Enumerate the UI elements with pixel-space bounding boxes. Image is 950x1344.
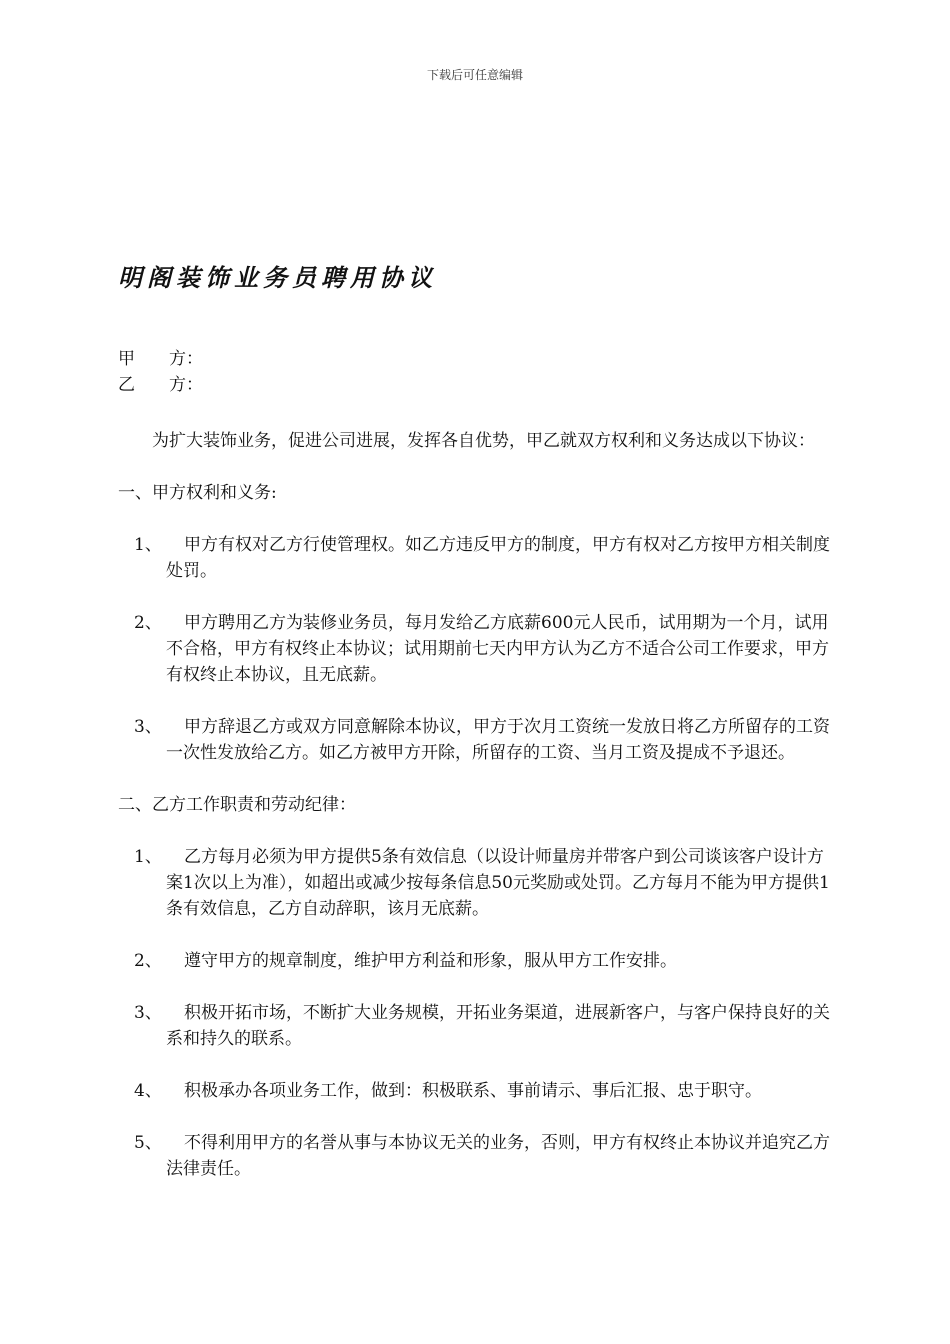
item-number: 2、 (134, 951, 162, 971)
header-note: 下载后可任意编辑 (426, 68, 523, 82)
item-number: 1、 (134, 847, 162, 867)
section-heading-2: 二、乙方工作职责和劳动纪律： (118, 795, 356, 815)
document-body (118, 346, 834, 1182)
item-number: 3、 (134, 717, 162, 737)
section-2-item-1 (118, 844, 834, 922)
item-text: 乙方每月必须为甲方提供5条有效信息（以设计师量房并带客户到公司谈该客户设计方案1次以上为准），如超出或减少按每条信息50元奖励或处罚。乙方每月不能为甲方提供1条有效信息，乙方自动辞职，该月无底薪。 (166, 847, 830, 919)
party-b-label: 乙 方： (118, 375, 203, 395)
party-a-label: 甲 方： (118, 349, 203, 369)
item-number: 1、 (134, 535, 162, 555)
item-text: 积极开拓市场，不断扩大业务规模，开拓业务渠道，进展新客户，与客户保持良好的关系和持久的联系。 (166, 1003, 830, 1049)
section-2-item-4 (118, 1078, 834, 1104)
section-heading-1: 一、甲方权利和义务: (118, 483, 277, 503)
section-1-item-1 (118, 532, 834, 584)
party-a (118, 346, 834, 372)
item-number: 4、 (134, 1081, 162, 1101)
document-title: 明阁装饰业务员聘用协议 (118, 264, 437, 292)
item-text: 甲方辞退乙方或双方同意解除本协议，甲方于次月工资统一发放日将乙方所留存的工资一次性发放给乙方。如乙方被甲方开除，所留存的工资、当月工资及提成不予退还。 (166, 717, 830, 763)
section-2-item-2 (118, 948, 834, 974)
item-number: 3、 (134, 1003, 162, 1023)
intro-paragraph: 为扩大装饰业务，促进公司进展，发挥各自优势，甲乙就双方权利和义务达成以下协议： (152, 431, 815, 451)
item-number: 2、 (134, 613, 162, 633)
item-number: 5、 (134, 1133, 162, 1153)
item-text: 甲方聘用乙方为装修业务员，每月发给乙方底薪600元人民币，试用期为一个月，试用不合格，甲方有权终止本协议；试用期前七天内甲方认为乙方不适合公司工作要求，甲方有权终止本协议，且无底薪。 (166, 613, 829, 685)
item-text: 不得利用甲方的名誉从事与本协议无关的业务，否则，甲方有权终止本协议并追究乙方法律责任。 (166, 1133, 830, 1179)
section-1-item-3 (118, 714, 834, 766)
item-text: 积极承办各项业务工作，做到：积极联系、事前请示、事后汇报、忠于职守。 (184, 1081, 762, 1101)
party-b (118, 372, 834, 398)
section-2-item-3 (118, 1000, 834, 1052)
item-text: 甲方有权对乙方行使管理权。如乙方违反甲方的制度，甲方有权对乙方按甲方相关制度处罚。 (166, 535, 830, 581)
section-2-item-5 (118, 1130, 834, 1182)
section-1-item-2 (118, 610, 834, 688)
item-text: 遵守甲方的规章制度，维护甲方利益和形象，服从甲方工作安排。 (184, 951, 677, 971)
